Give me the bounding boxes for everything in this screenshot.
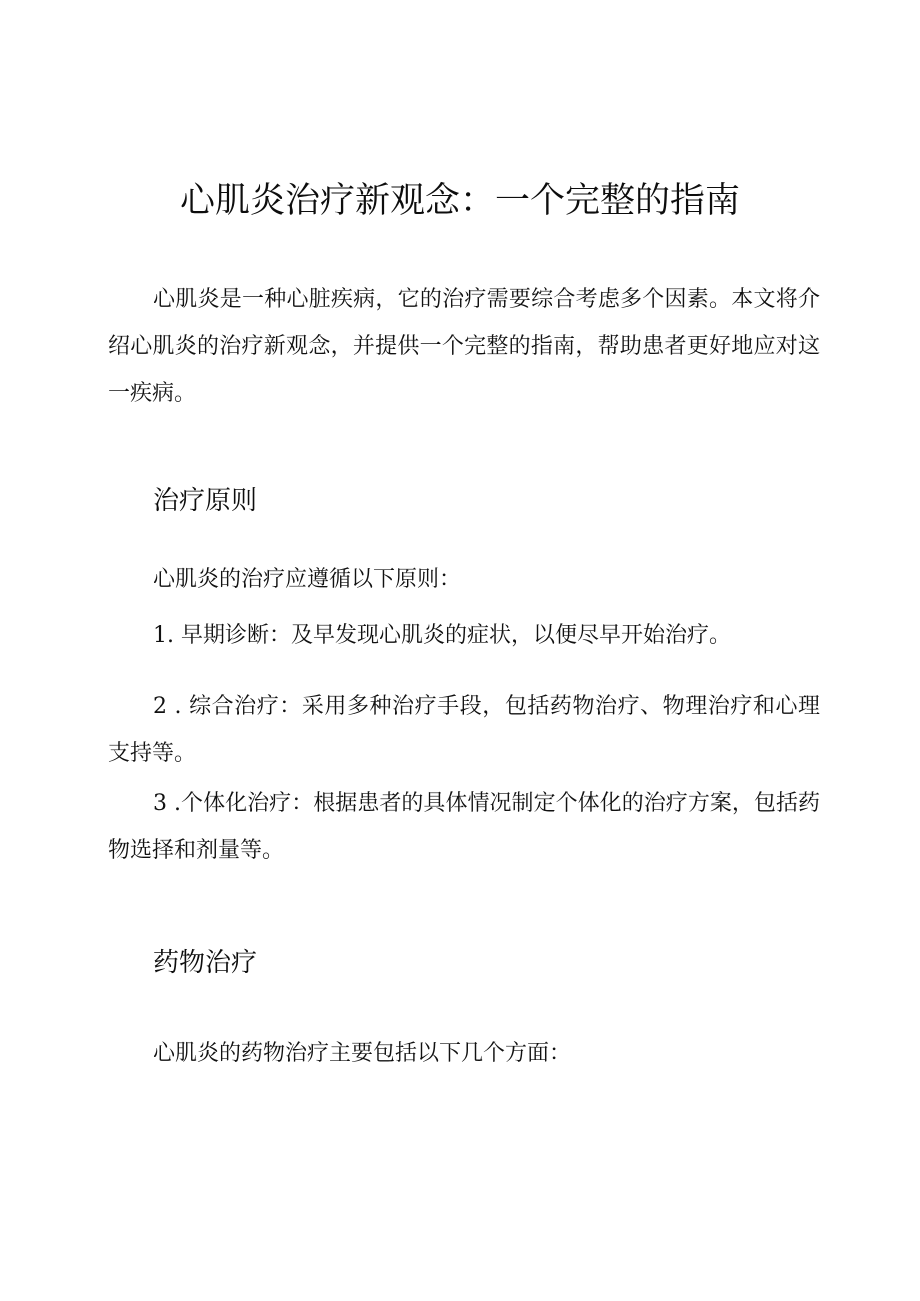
- section-heading-drug-therapy: 药物治疗: [153, 948, 258, 978]
- section-heading-treatment-principles: 治疗原则: [153, 486, 258, 516]
- principle-item-1: 1. 早期诊断：及早发现心肌炎的症状，以便尽早开始治疗。: [153, 623, 731, 648]
- principles-lead-paragraph: 心肌炎的治疗应遵循以下原则：: [153, 567, 462, 592]
- drug-therapy-lead-paragraph: 心肌炎的药物治疗主要包括以下几个方面：: [153, 1041, 572, 1066]
- document-title: 心肌炎治疗新观念：一个完整的指南: [179, 181, 740, 221]
- principle-item-3: 3 .个体化治疗：根据患者的具体情况制定个体化的治疗方案，包括药物选择和剂量等。: [108, 791, 820, 863]
- principle-item-2: 2 . 综合治疗：采用多种治疗手段，包括药物治疗、物理治疗和心理支持等。: [108, 694, 820, 766]
- intro-paragraph: 心肌炎是一种心脏疾病，它的治疗需要综合考虑多个因素。本文将介绍心肌炎的治疗新观念，并提供一个完整的指南，帮助患者更好地应对这一疾病。: [108, 287, 820, 406]
